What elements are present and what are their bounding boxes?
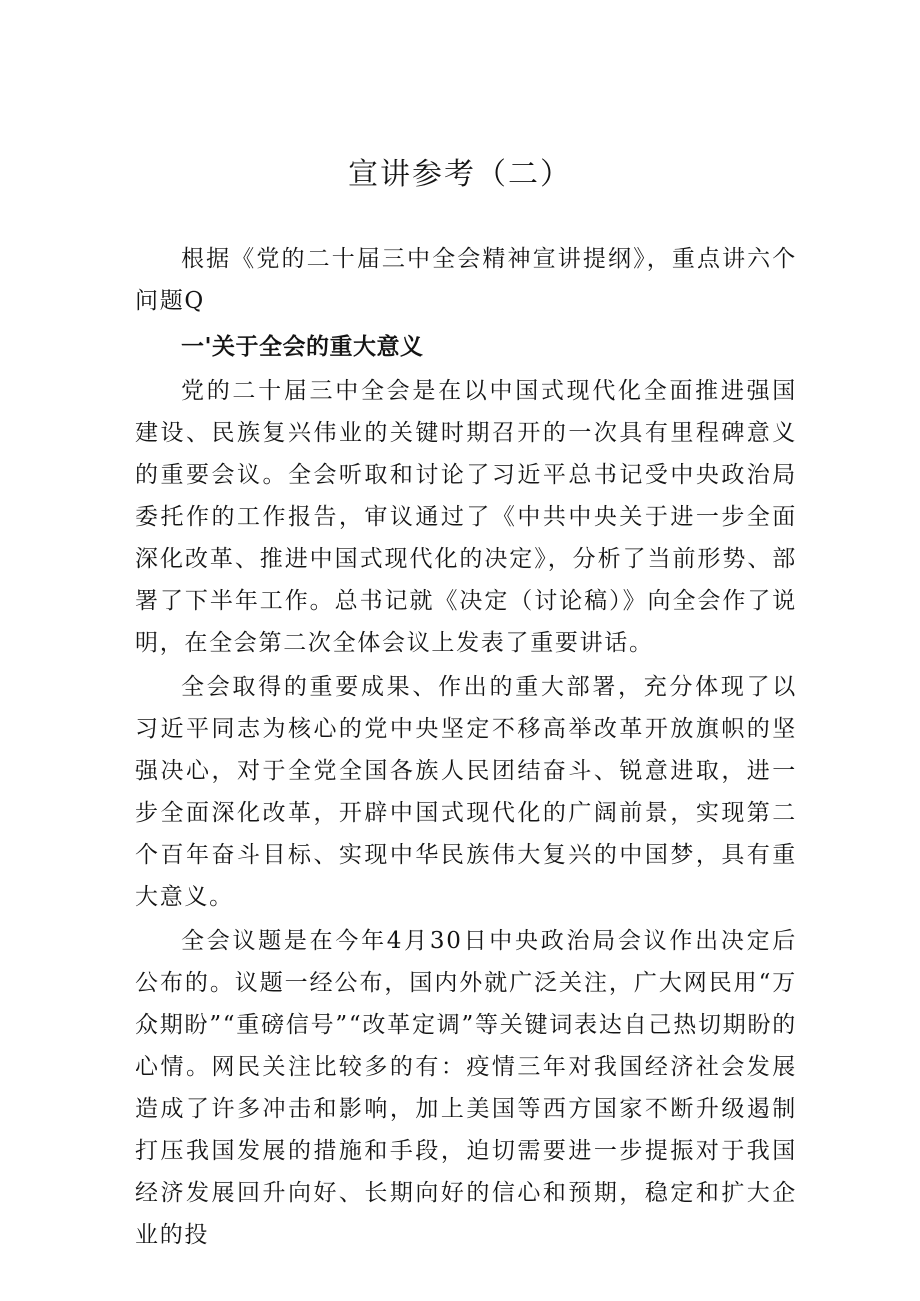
intro-paragraph: 根据《党的二十届三中全会精神宣讲提纲》，重点讲六个问题Q [135,246,797,314]
body-paragraph-1: 党的二十届三中全会是在以中国式现代化全面推进强国建设、民族复兴伟业的关键时期召开的一次具有里程碑意义的重要会议。全会听取和讨论了习近平总书记受中央政治局委托作的工作报告，审议通过了《中共中央关于进一步全面深化改革、推进中国式现代化的决定》，分析了当前形势、部署了下半年工作。总书记就《决定（讨论稿）》向全会作了说明，在全会第二次全体会议上发表了重要讲话。 [135,378,797,656]
body-paragraph-2: 全会取得的重要成果、作出的重大部署，充分体现了以习近平同志为核心的党中央坚定不移高举改革开放旗帜的坚强决心，对于全党全国各族人民团结奋斗、锐意进取，进一步全面深化改革，开辟中国式现代化的广阔前景，实现第二个百年奋斗目标、实现中华民族伟大复兴的中国梦，具有重大意义。 [135,674,797,910]
section-heading: 一'关于全会的重大意义 [181,334,424,360]
document-body [135,238,797,1258]
page-title: 宣讲参考（二） [348,157,572,192]
body-paragraph-3: 全会议题是在今年4月30日中央政治局会议作出决定后公布的。议题一经公布，国内外就广泛关注，广大网民用“万众期盼”“重磅信号”“改革定调”等关键词表达自己热切期盼的心情。网民关注比较多的有：疫情三年对我国经济社会发展造成了许多冲击和影响，加上美国等西方国家不断升级遏制打压我国发展的措施和手段，迫切需要进一步提振对于我国经济发展回升向好、长期向好的信心和预期，稳定和扩大企业的投 [135,928,797,1248]
